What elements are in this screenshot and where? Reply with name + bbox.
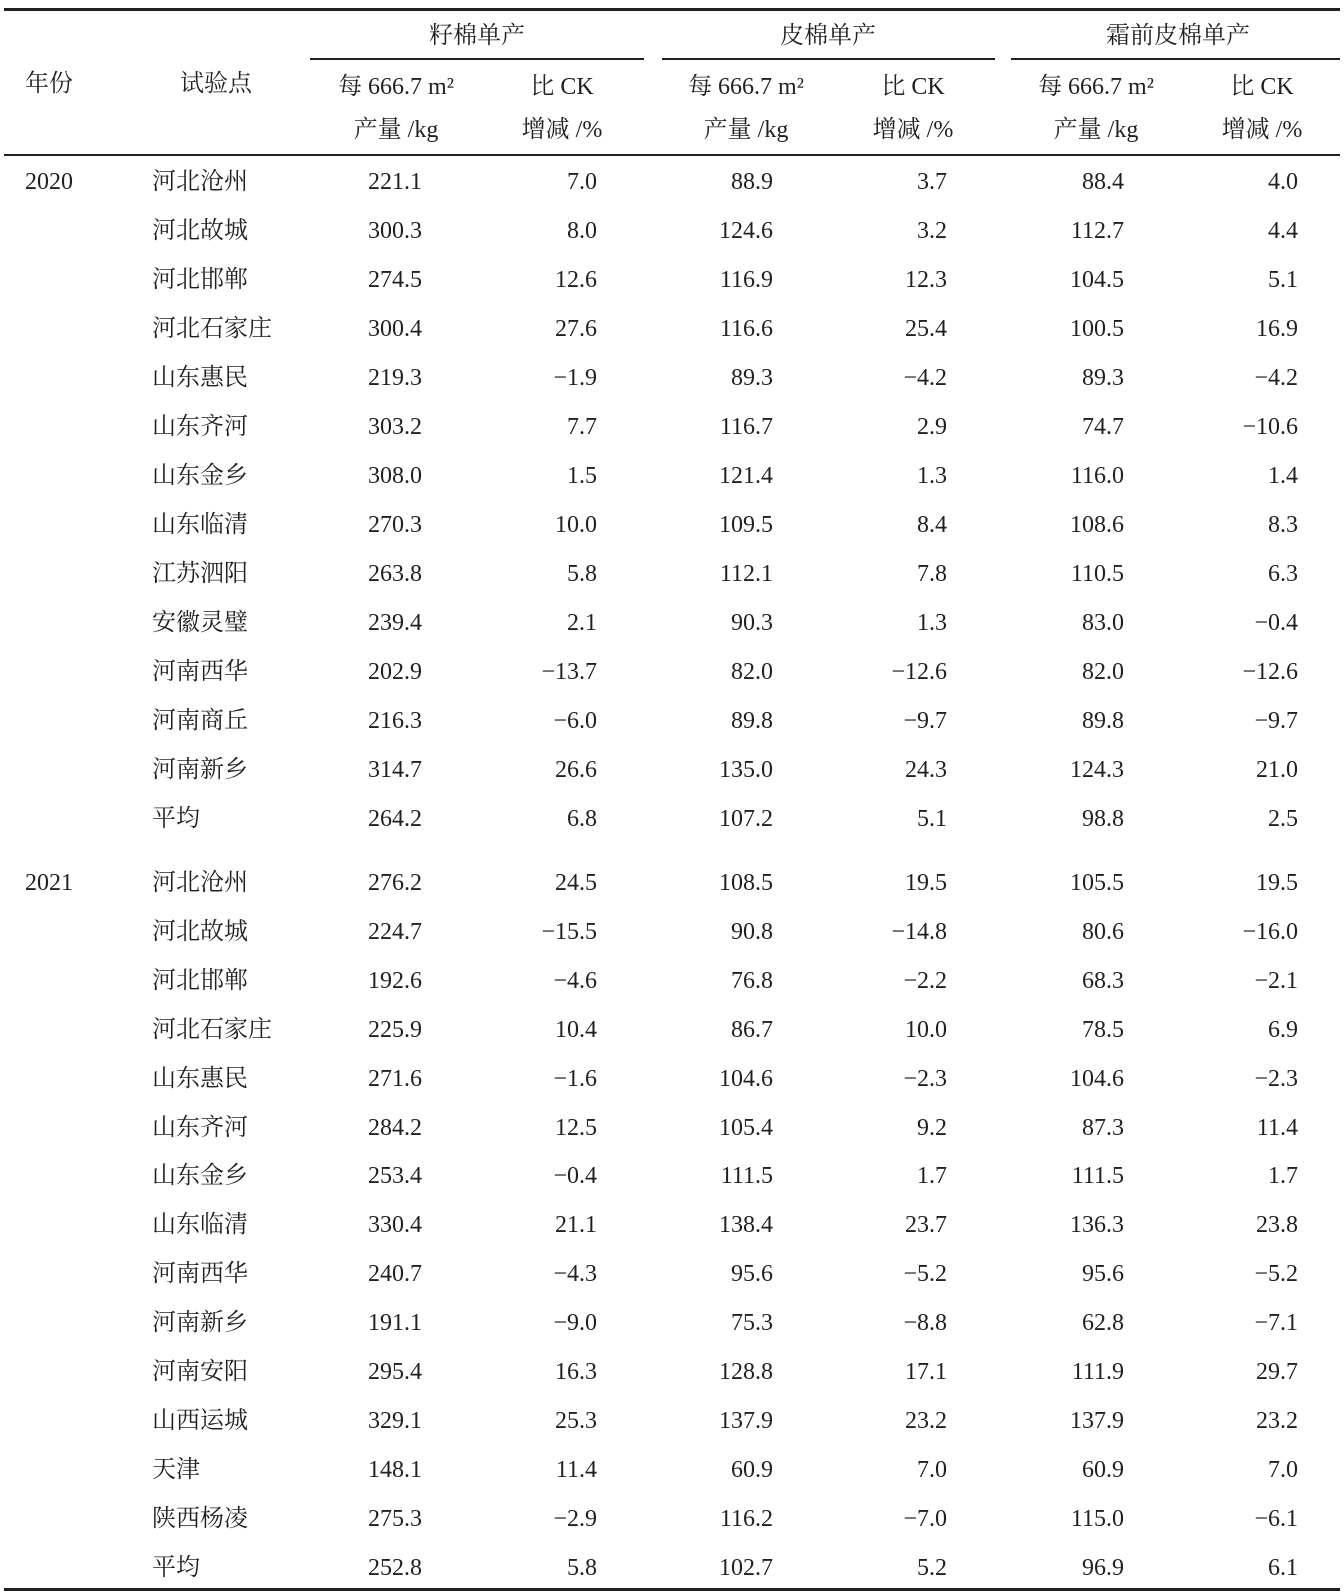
lint-yield: 82.0 — [731, 659, 773, 685]
prefrost-lint-yield: 74.7 — [1082, 414, 1124, 440]
lint-change: 2.9 — [917, 414, 947, 440]
prefrost-lint-yield: 60.9 — [1082, 1456, 1124, 1483]
lint-yield: 138.4 — [719, 1212, 773, 1239]
header-prefrost-change-line1: 比 CK — [1230, 74, 1294, 100]
prefrost-lint-yield: 112.7 — [1070, 218, 1124, 244]
prefrost-lint-change: 23.8 — [1256, 1212, 1298, 1239]
seed-cotton-change: 25.3 — [555, 1407, 597, 1434]
site-name: 山西运城 — [152, 1407, 248, 1434]
lint-change: −8.8 — [903, 1310, 947, 1337]
site-name: 河南商丘 — [152, 708, 248, 734]
site-name: 河南西华 — [152, 659, 248, 685]
prefrost-lint-change: −9.7 — [1254, 708, 1298, 734]
lint-yield: 107.2 — [719, 806, 773, 832]
prefrost-lint-yield: 100.5 — [1070, 316, 1124, 342]
site-name: 河北沧州 — [152, 870, 248, 896]
seed-cotton-change: −4.3 — [553, 1261, 597, 1288]
header-lint-yield: 皮棉单产 — [780, 23, 876, 49]
seed-cotton-change: −13.7 — [541, 659, 597, 685]
seed-cotton-yield: 224.7 — [368, 918, 422, 945]
site-name: 河北石家庄 — [152, 316, 272, 342]
prefrost-lint-change: 23.2 — [1256, 1407, 1298, 1434]
seed-cotton-change: 7.0 — [567, 169, 597, 195]
header-lint-change-line2: 增减 /% — [872, 117, 954, 143]
year-label: 2020 — [25, 169, 73, 195]
header-lint-yield-line2: 产量 /kg — [703, 117, 789, 143]
lint-yield: 89.3 — [731, 365, 773, 391]
table-header-rule — [4, 154, 1340, 156]
site-name: 河北邯郸 — [152, 267, 248, 293]
lint-change: 5.2 — [917, 1554, 947, 1581]
seed-cotton-change: 7.7 — [567, 414, 597, 440]
lint-yield: 95.6 — [731, 1261, 773, 1288]
lint-yield: 108.5 — [719, 870, 773, 896]
prefrost-lint-change: −7.1 — [1254, 1310, 1298, 1337]
lint-yield: 116.9 — [719, 267, 773, 293]
seed-cotton-yield: 252.8 — [368, 1554, 422, 1581]
prefrost-lint-yield: 111.5 — [1071, 1163, 1124, 1190]
lint-change: 17.1 — [905, 1359, 947, 1385]
prefrost-lint-yield: 104.5 — [1070, 267, 1124, 293]
site-name: 平均 — [152, 806, 200, 832]
header-seed-change-line1: 比 CK — [530, 74, 594, 100]
header-prefrost-yield-line2: 产量 /kg — [1053, 117, 1139, 143]
seed-cotton-yield: 219.3 — [368, 365, 422, 391]
site-name: 河南西华 — [152, 1261, 248, 1288]
site-name: 山东金乡 — [152, 1163, 248, 1190]
prefrost-lint-yield: 137.9 — [1070, 1407, 1124, 1434]
header-lint-change-line1: 比 CK — [881, 74, 945, 100]
prefrost-lint-change: −2.3 — [1254, 1065, 1298, 1092]
lint-yield: 109.5 — [719, 512, 773, 538]
seed-cotton-yield: 295.4 — [368, 1359, 422, 1385]
site-name: 河南安阳 — [152, 1359, 248, 1385]
seed-cotton-change: 10.0 — [555, 512, 597, 538]
prefrost-lint-change: 29.7 — [1256, 1359, 1298, 1385]
prefrost-lint-yield: 62.8 — [1082, 1310, 1124, 1337]
prefrost-lint-yield: 98.8 — [1082, 806, 1124, 832]
lint-yield: 90.8 — [731, 918, 773, 945]
site-name: 平均 — [152, 1554, 200, 1581]
year-label: 2021 — [25, 870, 73, 896]
header-seed-cotton-yield: 籽棉单产 — [429, 23, 525, 49]
prefrost-lint-yield: 89.3 — [1082, 365, 1124, 391]
prefrost-lint-yield: 115.0 — [1070, 1505, 1124, 1532]
lint-yield: 116.7 — [719, 414, 773, 440]
seed-cotton-yield: 264.2 — [368, 806, 422, 832]
header-prefrost-change-line2: 增减 /% — [1221, 117, 1303, 143]
prefrost-lint-yield: 124.3 — [1070, 757, 1124, 783]
site-name: 河南新乡 — [152, 1310, 248, 1337]
prefrost-lint-change: −12.6 — [1242, 659, 1298, 685]
prefrost-lint-yield: 78.5 — [1082, 1016, 1124, 1043]
lint-change: −14.8 — [891, 918, 947, 945]
site-name: 山东齐河 — [152, 414, 248, 440]
seed-cotton-change: 26.6 — [555, 757, 597, 783]
lint-change: 1.3 — [917, 610, 947, 636]
lint-yield: 121.4 — [719, 463, 773, 489]
lint-yield: 111.5 — [720, 1163, 773, 1190]
header-lint-underline — [662, 58, 995, 60]
prefrost-lint-yield: 68.3 — [1082, 967, 1124, 994]
prefrost-lint-yield: 110.5 — [1070, 561, 1124, 587]
seed-cotton-change: 24.5 — [555, 870, 597, 896]
prefrost-lint-yield: 96.9 — [1082, 1554, 1124, 1581]
lint-yield: 104.6 — [719, 1065, 773, 1092]
lint-change: 7.8 — [917, 561, 947, 587]
lint-yield: 102.7 — [719, 1554, 773, 1581]
seed-cotton-change: −1.9 — [553, 365, 597, 391]
prefrost-lint-change: 6.9 — [1268, 1016, 1298, 1043]
seed-cotton-yield: 314.7 — [368, 757, 422, 783]
site-name: 河北沧州 — [152, 169, 248, 195]
site-name: 山东惠民 — [152, 365, 248, 391]
lint-change: 24.3 — [905, 757, 947, 783]
prefrost-lint-yield: 83.0 — [1082, 610, 1124, 636]
lint-change: 23.7 — [905, 1212, 947, 1239]
prefrost-lint-change: 6.1 — [1268, 1554, 1298, 1581]
seed-cotton-change: −15.5 — [541, 918, 597, 945]
lint-yield: 112.1 — [719, 561, 773, 587]
lint-change: 7.0 — [917, 1456, 947, 1483]
header-site: 试验点 — [180, 71, 252, 97]
seed-cotton-yield: 300.3 — [368, 218, 422, 244]
lint-yield: 75.3 — [731, 1310, 773, 1337]
seed-cotton-change: 5.8 — [567, 561, 597, 587]
seed-cotton-yield: 270.3 — [368, 512, 422, 538]
prefrost-lint-change: 1.7 — [1268, 1163, 1298, 1190]
header-prefrost-yield-line1: 每 666.7 m² — [1038, 74, 1154, 100]
prefrost-lint-change: −5.2 — [1254, 1261, 1298, 1288]
prefrost-lint-yield: 80.6 — [1082, 918, 1124, 945]
seed-cotton-change: 21.1 — [555, 1212, 597, 1239]
prefrost-lint-yield: 108.6 — [1070, 512, 1124, 538]
lint-yield: 105.4 — [719, 1114, 773, 1141]
prefrost-lint-yield: 116.0 — [1070, 463, 1124, 489]
seed-cotton-yield: 202.9 — [368, 659, 422, 685]
header-lint-yield-line1: 每 666.7 m² — [688, 74, 804, 100]
seed-cotton-yield: 276.2 — [368, 870, 422, 896]
site-name: 安徽灵璧 — [152, 610, 248, 636]
prefrost-lint-yield: 104.6 — [1070, 1065, 1124, 1092]
seed-cotton-change: 10.4 — [555, 1016, 597, 1043]
seed-cotton-change: 8.0 — [567, 218, 597, 244]
seed-cotton-yield: 216.3 — [368, 708, 422, 734]
prefrost-lint-change: 16.9 — [1256, 316, 1298, 342]
header-seed-cotton-underline — [310, 58, 644, 60]
lint-change: 25.4 — [905, 316, 947, 342]
site-name: 天津 — [152, 1456, 200, 1483]
seed-cotton-change: 11.4 — [555, 1456, 597, 1483]
seed-cotton-yield: 192.6 — [368, 967, 422, 994]
table-top-rule — [4, 8, 1340, 11]
site-name: 山东齐河 — [152, 1114, 248, 1141]
prefrost-lint-yield: 105.5 — [1070, 870, 1124, 896]
lint-change: −4.2 — [903, 365, 947, 391]
lint-yield: 90.3 — [731, 610, 773, 636]
lint-change: 9.2 — [917, 1114, 947, 1141]
prefrost-lint-yield: 87.3 — [1082, 1114, 1124, 1141]
seed-cotton-yield: 221.1 — [368, 169, 422, 195]
prefrost-lint-change: 4.4 — [1268, 218, 1298, 244]
seed-cotton-yield: 191.1 — [368, 1310, 422, 1337]
prefrost-lint-yield: 89.8 — [1082, 708, 1124, 734]
header-seed-yield-line2: 产量 /kg — [353, 117, 439, 143]
lint-change: −5.2 — [903, 1261, 947, 1288]
seed-cotton-yield: 300.4 — [368, 316, 422, 342]
site-name: 山东临清 — [152, 512, 248, 538]
seed-cotton-change: 5.8 — [567, 1554, 597, 1581]
seed-cotton-yield: 240.7 — [368, 1261, 422, 1288]
lint-change: −12.6 — [891, 659, 947, 685]
header-seed-change-line2: 增减 /% — [521, 117, 603, 143]
lint-yield: 86.7 — [731, 1016, 773, 1043]
seed-cotton-yield: 275.3 — [368, 1505, 422, 1532]
site-name: 江苏泗阳 — [152, 561, 248, 587]
lint-change: −7.0 — [903, 1505, 947, 1532]
prefrost-lint-yield: 136.3 — [1070, 1212, 1124, 1239]
prefrost-lint-change: 4.0 — [1268, 169, 1298, 195]
prefrost-lint-yield: 82.0 — [1082, 659, 1124, 685]
seed-cotton-change: 12.5 — [555, 1114, 597, 1141]
prefrost-lint-change: −4.2 — [1254, 365, 1298, 391]
lint-yield: 124.6 — [719, 218, 773, 244]
seed-cotton-yield: 263.8 — [368, 561, 422, 587]
seed-cotton-change: 1.5 — [567, 463, 597, 489]
seed-cotton-yield: 308.0 — [368, 463, 422, 489]
prefrost-lint-yield: 111.9 — [1071, 1359, 1124, 1385]
lint-change: 12.3 — [905, 267, 947, 293]
seed-cotton-yield: 253.4 — [368, 1163, 422, 1190]
lint-yield: 116.2 — [719, 1505, 773, 1532]
lint-change: 1.3 — [917, 463, 947, 489]
prefrost-lint-change: 5.1 — [1268, 267, 1298, 293]
lint-yield: 88.9 — [731, 169, 773, 195]
seed-cotton-change: 16.3 — [555, 1359, 597, 1385]
prefrost-lint-yield: 95.6 — [1082, 1261, 1124, 1288]
prefrost-lint-change: −2.1 — [1254, 967, 1298, 994]
site-name: 山东金乡 — [152, 463, 248, 489]
seed-cotton-change: 27.6 — [555, 316, 597, 342]
lint-yield: 76.8 — [731, 967, 773, 994]
prefrost-lint-change: 1.4 — [1268, 463, 1298, 489]
prefrost-lint-yield: 88.4 — [1082, 169, 1124, 195]
lint-yield: 116.6 — [719, 316, 773, 342]
seed-cotton-change: 6.8 — [567, 806, 597, 832]
site-name: 河南新乡 — [152, 757, 248, 783]
header-prefrost-underline — [1011, 58, 1340, 60]
seed-cotton-change: −6.0 — [553, 708, 597, 734]
seed-cotton-change: −9.0 — [553, 1310, 597, 1337]
lint-change: 5.1 — [917, 806, 947, 832]
lint-yield: 135.0 — [719, 757, 773, 783]
lint-change: 1.7 — [917, 1163, 947, 1190]
seed-cotton-change: −0.4 — [553, 1163, 597, 1190]
prefrost-lint-change: 19.5 — [1256, 870, 1298, 896]
seed-cotton-change: −1.6 — [553, 1065, 597, 1092]
prefrost-lint-change: 11.4 — [1256, 1114, 1298, 1141]
seed-cotton-change: 12.6 — [555, 267, 597, 293]
site-name: 山东临清 — [152, 1212, 248, 1239]
prefrost-lint-change: 2.5 — [1268, 806, 1298, 832]
lint-change: −9.7 — [903, 708, 947, 734]
prefrost-lint-change: −16.0 — [1242, 918, 1298, 945]
site-name: 河北石家庄 — [152, 1016, 272, 1043]
lint-yield: 89.8 — [731, 708, 773, 734]
prefrost-lint-change: 7.0 — [1268, 1456, 1298, 1483]
site-name: 河北故城 — [152, 218, 248, 244]
header-seed-yield-line1: 每 666.7 m² — [338, 74, 454, 100]
prefrost-lint-change: 8.3 — [1268, 512, 1298, 538]
table-bottom-rule — [4, 1588, 1340, 1591]
prefrost-lint-change: 21.0 — [1256, 757, 1298, 783]
lint-change: 3.7 — [917, 169, 947, 195]
site-name: 河北邯郸 — [152, 967, 248, 994]
site-name: 陕西杨凌 — [152, 1505, 248, 1532]
lint-yield: 128.8 — [719, 1359, 773, 1385]
seed-cotton-yield: 239.4 — [368, 610, 422, 636]
prefrost-lint-change: 6.3 — [1268, 561, 1298, 587]
seed-cotton-yield: 330.4 — [368, 1212, 422, 1239]
header-prefrost-lint-yield: 霜前皮棉单产 — [1106, 23, 1250, 49]
seed-cotton-yield: 148.1 — [368, 1456, 422, 1483]
header-year: 年份 — [25, 71, 73, 97]
prefrost-lint-change: −6.1 — [1254, 1505, 1298, 1532]
seed-cotton-change: −2.9 — [553, 1505, 597, 1532]
lint-change: 19.5 — [905, 870, 947, 896]
lint-change: −2.2 — [903, 967, 947, 994]
seed-cotton-change: −4.6 — [553, 967, 597, 994]
lint-change: −2.3 — [903, 1065, 947, 1092]
site-name: 河北故城 — [152, 918, 248, 945]
seed-cotton-yield: 329.1 — [368, 1407, 422, 1434]
prefrost-lint-change: −0.4 — [1254, 610, 1298, 636]
seed-cotton-change: 2.1 — [567, 610, 597, 636]
lint-yield: 137.9 — [719, 1407, 773, 1434]
lint-change: 8.4 — [917, 512, 947, 538]
site-name: 山东惠民 — [152, 1065, 248, 1092]
seed-cotton-yield: 274.5 — [368, 267, 422, 293]
seed-cotton-yield: 271.6 — [368, 1065, 422, 1092]
seed-cotton-yield: 303.2 — [368, 414, 422, 440]
prefrost-lint-change: −10.6 — [1242, 414, 1298, 440]
lint-yield: 60.9 — [731, 1456, 773, 1483]
seed-cotton-yield: 284.2 — [368, 1114, 422, 1141]
lint-change: 3.2 — [917, 218, 947, 244]
seed-cotton-yield: 225.9 — [368, 1016, 422, 1043]
lint-change: 10.0 — [905, 1016, 947, 1043]
lint-change: 23.2 — [905, 1407, 947, 1434]
